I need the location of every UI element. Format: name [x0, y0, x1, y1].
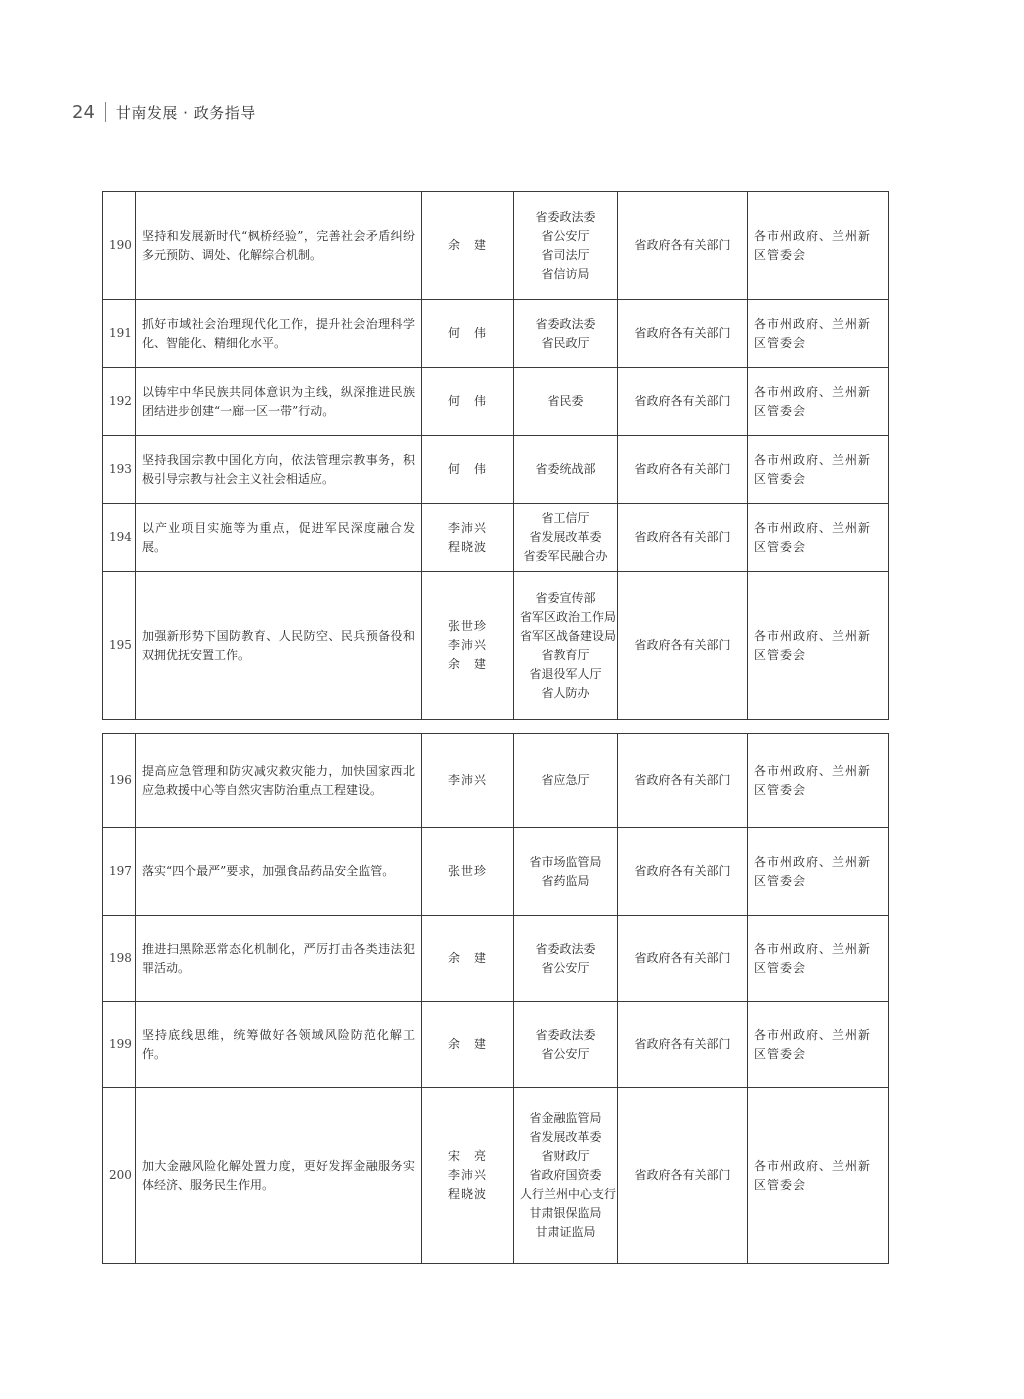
responsible-units: 各市州政府、兰州新区管委会 [748, 436, 889, 504]
lead-unit: 省教育厅 [541, 647, 590, 662]
leader-cell [422, 1002, 514, 1088]
leader-name: 张世珍 [447, 864, 487, 878]
task-description: 推进扫黑除恶常态化机制化，严厉打击各类违法犯罪活动。 [136, 916, 422, 1002]
lead-unit: 省政府国资委 [529, 1168, 602, 1182]
lead-unit-cell [514, 1002, 618, 1088]
table-row [103, 300, 889, 368]
lead-unit: 省委军民融合办 [523, 549, 608, 563]
cooperating-units: 省政府各有关部门 [618, 192, 748, 300]
leader-cell [422, 192, 514, 300]
cooperating-units: 省政府各有关部门 [618, 1002, 748, 1088]
leader-name: 宋 亮 [447, 1149, 487, 1163]
lead-unit: 省公安厅 [541, 960, 590, 975]
task-description: 提高应急管理和防灾减灾救灾能力，加快国家西北应急救援中心等自然灾害防治重点工程建设。 [136, 734, 422, 828]
lead-unit: 省财政厅 [541, 1149, 590, 1163]
leader-name: 余 建 [447, 1037, 487, 1051]
row-number: 196 [103, 734, 136, 828]
lead-unit: 省退役军人厅 [529, 666, 602, 681]
leader-name: 李沛兴 [447, 520, 487, 535]
lead-unit: 省药监局 [541, 873, 590, 888]
row-number: 197 [103, 828, 136, 916]
row-number: 190 [103, 192, 136, 300]
responsible-units: 各市州政府、兰州新区管委会 [748, 916, 889, 1002]
row-number: 200 [103, 1088, 136, 1264]
leader-cell [422, 300, 514, 368]
row-number: 193 [103, 436, 136, 504]
lead-unit-cell [514, 368, 618, 436]
lead-unit: 甘肃银保监局 [529, 1206, 602, 1220]
cooperating-units: 省政府各有关部门 [618, 734, 748, 828]
lead-unit: 人行兰州中心支行 [520, 1187, 617, 1201]
table-row [103, 192, 889, 300]
lead-unit-cell [514, 1088, 618, 1264]
leader-cell [422, 828, 514, 916]
lead-unit: 省军区战备建设局 [520, 628, 617, 643]
cooperating-units: 省政府各有关部门 [618, 572, 748, 720]
leader-cell [422, 368, 514, 436]
task-description: 以产业项目实施等为重点，促进军民深度融合发展。 [136, 504, 422, 572]
leader-name: 李沛兴 [447, 773, 487, 787]
lead-unit: 省人防办 [541, 685, 590, 700]
lead-unit-cell [514, 436, 618, 504]
table-row [103, 734, 889, 828]
task-description: 落实“四个最严”要求，加强食品药品安全监管。 [136, 828, 422, 916]
publication-title: 甘南发展 · 政务指导 [115, 103, 256, 122]
leader-name: 余 建 [447, 238, 487, 252]
cooperating-units: 省政府各有关部门 [618, 368, 748, 436]
responsible-units: 各市州政府、兰州新区管委会 [748, 734, 889, 828]
responsible-units: 各市州政府、兰州新区管委会 [748, 504, 889, 572]
lead-unit: 省委政法委 [535, 209, 596, 224]
task-description: 加大金融风险化解处置力度，更好发挥金融服务实体经济、服务民生作用。 [136, 1088, 422, 1264]
task-table-2 [102, 733, 889, 1264]
lead-unit: 省应急厅 [541, 773, 590, 787]
table-row [103, 1002, 889, 1088]
leader-cell [422, 436, 514, 504]
lead-unit-cell [514, 572, 618, 720]
table-row [103, 828, 889, 916]
responsible-units: 各市州政府、兰州新区管委会 [748, 1088, 889, 1264]
task-description: 坚持和发展新时代“枫桥经验”，完善社会矛盾纠纷多元预防、调处、化解综合机制。 [136, 192, 422, 300]
responsible-units: 各市州政府、兰州新区管委会 [748, 828, 889, 916]
cooperating-units: 省政府各有关部门 [618, 504, 748, 572]
row-number: 194 [103, 504, 136, 572]
lead-unit: 省军区政治工作局 [520, 609, 617, 624]
leader-name: 李沛兴 [447, 638, 487, 652]
leader-name: 程晓波 [447, 539, 487, 554]
lead-unit: 省委政法委 [535, 316, 596, 331]
responsible-units: 各市州政府、兰州新区管委会 [748, 1002, 889, 1088]
row-number: 199 [103, 1002, 136, 1088]
lead-unit: 省民委 [547, 394, 584, 408]
lead-unit: 省工信厅 [541, 511, 590, 525]
responsible-units: 各市州政府、兰州新区管委会 [748, 572, 889, 720]
table-row [103, 572, 889, 720]
lead-unit: 省民政厅 [541, 335, 590, 350]
leader-cell [422, 916, 514, 1002]
responsible-units: 各市州政府、兰州新区管委会 [748, 192, 889, 300]
lead-unit: 省委政法委 [535, 941, 596, 956]
leader-name: 李沛兴 [447, 1168, 487, 1182]
leader-cell [422, 572, 514, 720]
leader-cell [422, 734, 514, 828]
table-row [103, 436, 889, 504]
page-header [72, 100, 256, 124]
lead-unit-cell [514, 504, 618, 572]
row-number: 195 [103, 572, 136, 720]
lead-unit: 省发展改革委 [529, 1130, 602, 1144]
lead-unit: 省公安厅 [541, 228, 590, 243]
cooperating-units: 省政府各有关部门 [618, 1088, 748, 1264]
leader-name: 余 建 [447, 951, 487, 965]
leader-name: 何 伟 [447, 462, 487, 476]
leader-cell [422, 504, 514, 572]
row-number: 198 [103, 916, 136, 1002]
lead-unit: 省信访局 [541, 266, 590, 281]
task-description: 坚持底线思维，统筹做好各领域风险防范化解工作。 [136, 1002, 422, 1088]
page-number: 24 [72, 101, 95, 123]
lead-unit: 省金融监管局 [529, 1111, 602, 1125]
lead-unit-cell [514, 828, 618, 916]
cooperating-units: 省政府各有关部门 [618, 828, 748, 916]
lead-unit: 省司法厅 [541, 247, 590, 262]
cooperating-units: 省政府各有关部门 [618, 300, 748, 368]
leader-name: 张世珍 [447, 619, 487, 633]
cooperating-units: 省政府各有关部门 [618, 436, 748, 504]
lead-unit: 省委统战部 [535, 462, 596, 476]
row-number: 191 [103, 300, 136, 368]
leader-cell [422, 1088, 514, 1264]
lead-unit: 省发展改革委 [529, 530, 602, 544]
lead-unit: 省市场监管局 [529, 854, 602, 869]
lead-unit-cell [514, 734, 618, 828]
leader-name: 余 建 [447, 657, 487, 671]
table-row [103, 368, 889, 436]
leader-name: 何 伟 [447, 326, 487, 340]
leader-name: 程晓波 [447, 1187, 487, 1201]
responsible-units: 各市州政府、兰州新区管委会 [748, 300, 889, 368]
lead-unit-cell [514, 916, 618, 1002]
header-divider [105, 102, 106, 122]
row-number: 192 [103, 368, 136, 436]
cooperating-units: 省政府各有关部门 [618, 916, 748, 1002]
table-row [103, 1088, 889, 1264]
task-table-1 [102, 191, 889, 720]
lead-unit-cell [514, 300, 618, 368]
responsible-units: 各市州政府、兰州新区管委会 [748, 368, 889, 436]
table-row [103, 916, 889, 1002]
lead-unit: 省委政法委 [535, 1027, 596, 1042]
lead-unit: 省公安厅 [541, 1046, 590, 1061]
task-description: 抓好市域社会治理现代化工作，提升社会治理科学化、智能化、精细化水平。 [136, 300, 422, 368]
leader-name: 何 伟 [447, 394, 487, 408]
task-description: 坚持我国宗教中国化方向，依法管理宗教事务，积极引导宗教与社会主义社会相适应。 [136, 436, 422, 504]
task-description: 加强新形势下国防教育、人民防空、民兵预备役和双拥优抚安置工作。 [136, 572, 422, 720]
lead-unit: 甘肃证监局 [535, 1225, 596, 1239]
task-description: 以铸牢中华民族共同体意识为主线，纵深推进民族团结进步创建“一廊一区一带”行动。 [136, 368, 422, 436]
lead-unit: 省委宣传部 [535, 590, 596, 605]
table-row [103, 504, 889, 572]
lead-unit-cell [514, 192, 618, 300]
